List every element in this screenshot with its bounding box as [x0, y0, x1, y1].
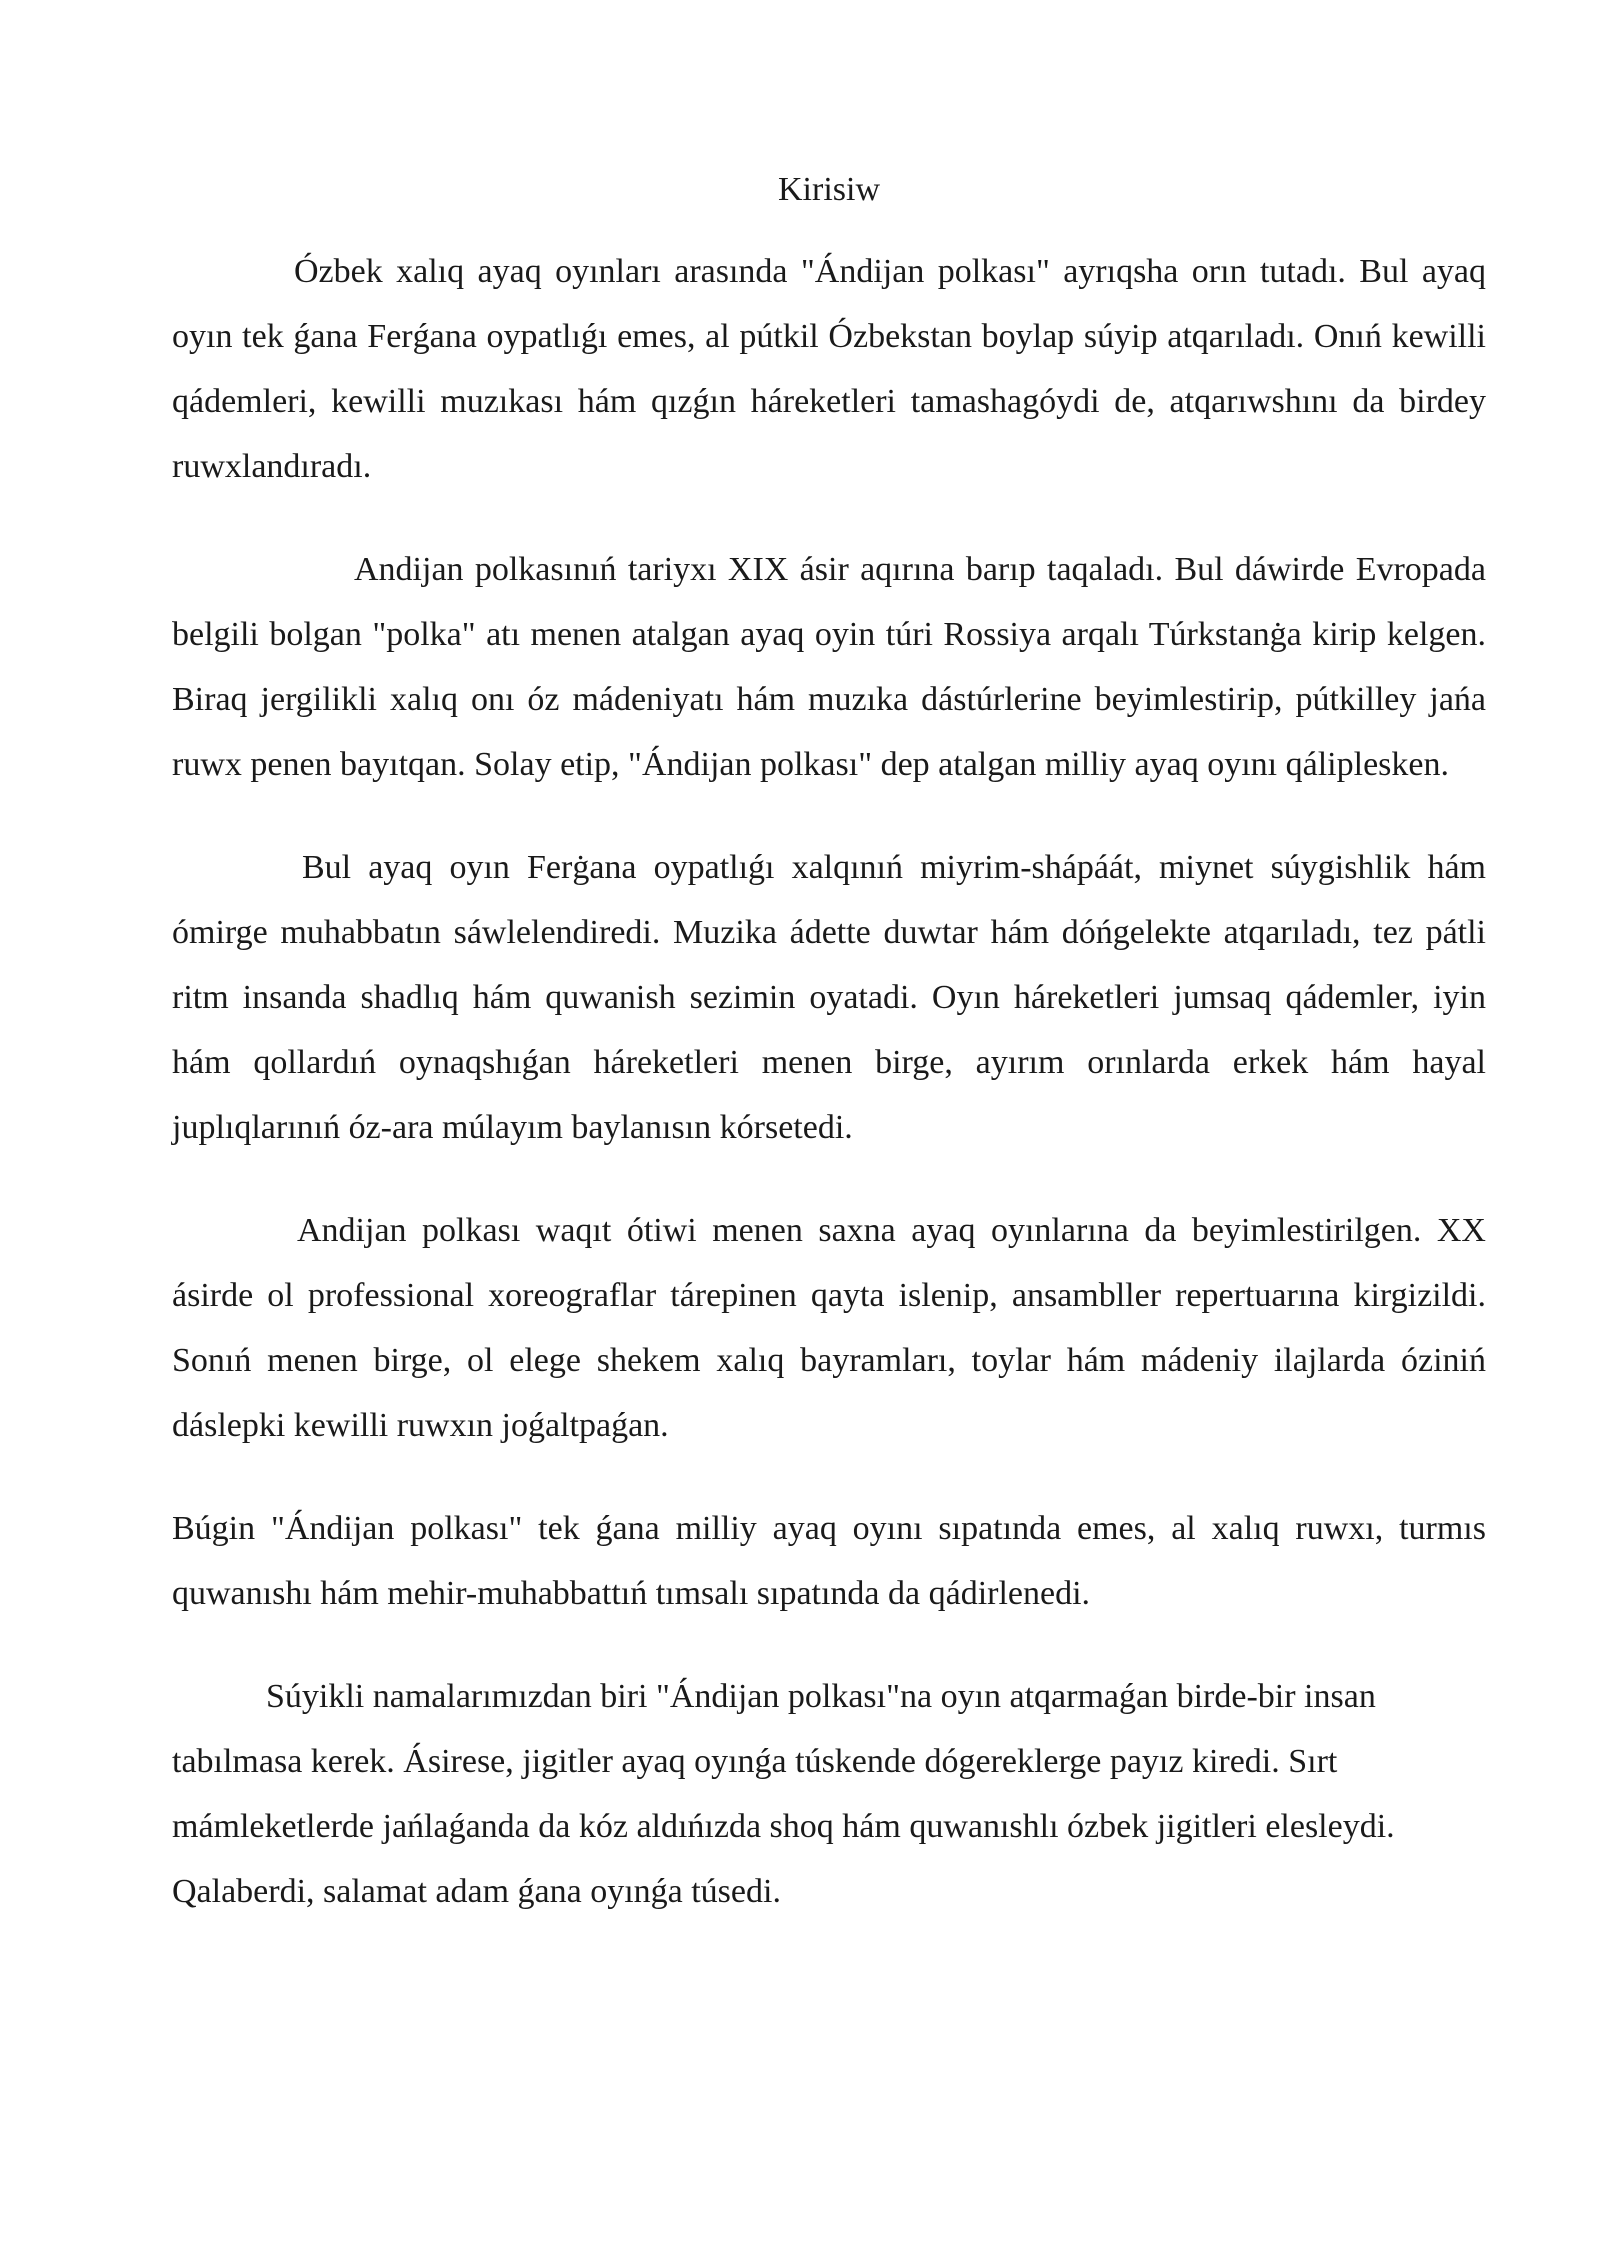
- document-title: Kirisiw: [778, 171, 880, 208]
- paragraph-favorite: Súyikli namalarımızdan biri "Ándijan polkası"na oyın atqarmaǵan birde-bir insan tabılmasa kerek. Ásirese, jigitler ayaq oyınǵa túskende dógereklerge payız kiredi. Sırt mámleketlerde jańlaǵanda da kóz aldıńızda shoq hám quwanıshlı ózbek jigitleri elesleydi. Qalaberdi, salamat adam ǵana oyınǵa túsedi.: [172, 1677, 1395, 1910]
- paragraph-stage: Andijan polkası waqıt ótiwi menen saxna ayaq oyınlarına da beyimlestirilgen. XX ásirde ol professional xoreograflar tárepinen qayta islenip, ansambller repertuarına kirgizildi. Sonıń menen birge, ol elege shekem xalıq bayramları, toylar hám mádeniy ilajlarda óziniń dáslepki kewilli ruwxın joǵaltpaǵan.: [172, 1211, 1486, 1444]
- paragraph-today: Búgin "Ándijan polkası" tek ǵana milliy ayaq oyını sıpatında emes, al xalıq ruwxı, turmıs quwanıshı hám mehir-muhabbattıń tımsalı sıpatında da qádirlenedi.: [172, 1509, 1486, 1612]
- paragraph-intro: Ózbek xalıq ayaq oyınları arasında "Ándijan polkası" ayrıqsha orın tutadı. Bul ayaq oyın tek ǵana Ferǵana oypatlıǵı emes, al pútkil Ózbekstan boylap súyip atqarıladı. Onıń kewilli qádemleri, kewilli muzıkası hám qızǵın háreketleri tamashagóydi de, atqarıwshını da birdey ruwxlandıradı.: [172, 252, 1486, 485]
- paragraph-character: Bul ayaq oyın Ferġana oypatlıǵı xalqınıń miyrim-shápáát, miynet súygishlik hám ómirge muhabbatın sáwlelendiredi. Muzika ádette duwtar hám dóńgelekte atqarıladı, tez pátli ritm insanda shadlıq hám quwanish sezimin oyatadi. Oyın háreketleri jumsaq qádemler, iyin hám qollardıń oynaqshıǵan háreketleri menen birge, ayırım orınlarda erkek hám hayal juplıqlarınıń óz-ara múlayım baylanısın kórsetedi.: [172, 848, 1486, 1146]
- paragraph-history: Andijan polkasınıń tariyxı XIX ásir aqırına barıp taqaladı. Bul dáwirde Evropada belgili bolgan "polka" atı menen atalgan ayaq oyin túri Rossiya arqalı Túrkstanġa kirip kelgen. Biraq jergilikli xalıq onı óz mádeniyatı hám muzıka dástúrlerine beyimlestirip, pútkilley jańa ruwx penen bayıtqan. Solay etip, "Ándijan polkası" dep atalgan milliy ayaq oyını qáliplesken.: [172, 550, 1486, 783]
- document-page: [172, 170, 1486, 1962]
